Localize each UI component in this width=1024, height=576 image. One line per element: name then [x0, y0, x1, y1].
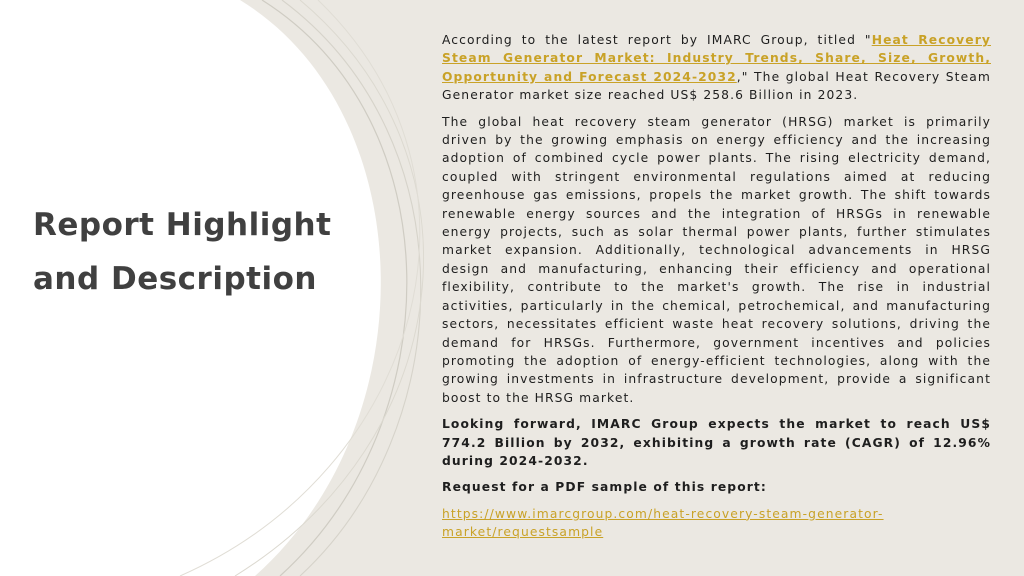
- market-drivers-paragraph: The global heat recovery steam generator (HRSG) market is primarily driven by the growing emphasis on energy efficiency and the increasing adoption of combined cycle power plants. The rising electricity demand, coupled with stringent environmental regulations aimed at reducing greenhouse gas emissions, propels the market growth. The shift towards renewable energy sources and the integration of HRSGs in renewable energy projects, such as solar thermal power plants, further stimulates market expansion. Additionally, technological advancements in HRSG design and manufacturing, enhancing their efficiency and operational flexibility, contribute to the market's growth. The rise in industrial activities, particularly in the chemical, petrochemical, and manufacturing sectors, necessitates efficient waste heat recovery solutions, driving the demand for HRSGs. Furthermore, government incentives and policies promoting the adoption of energy-efficient technologies, along with the growing investments in infrastructure development, provide a significant boost to the HRSG market.: [442, 114, 991, 405]
- intro-paragraph: [442, 31, 991, 105]
- request-sample-label: Request for a PDF sample of this report:: [442, 480, 767, 495]
- request-sample-link[interactable]: https://www.imarcgroup.com/heat-recovery-steam-generator-market/requestsample: [442, 506, 884, 540]
- report-title-link[interactable]: Heat Recovery Steam Generator Market: Industry Trends, Share, Size, Growth, Opportunity and Forecast 2024-2032: [442, 33, 991, 84]
- forecast-paragraph: Looking forward, IMARC Group expects the market to reach US$ 774.2 Billion by 2032, exhibiting a growth rate (CAGR) of 12.96% during 2024-2032.: [442, 417, 991, 468]
- report-description: [442, 31, 991, 550]
- page-title: Report Highlight and Description: [33, 207, 332, 297]
- intro-prefix: According to the latest report by IMARC Group, titled ": [442, 33, 872, 47]
- intro-suffix: ," The global Heat Recovery Steam Generator market size reached US$ 258.6 Billion in 2023.: [442, 69, 991, 103]
